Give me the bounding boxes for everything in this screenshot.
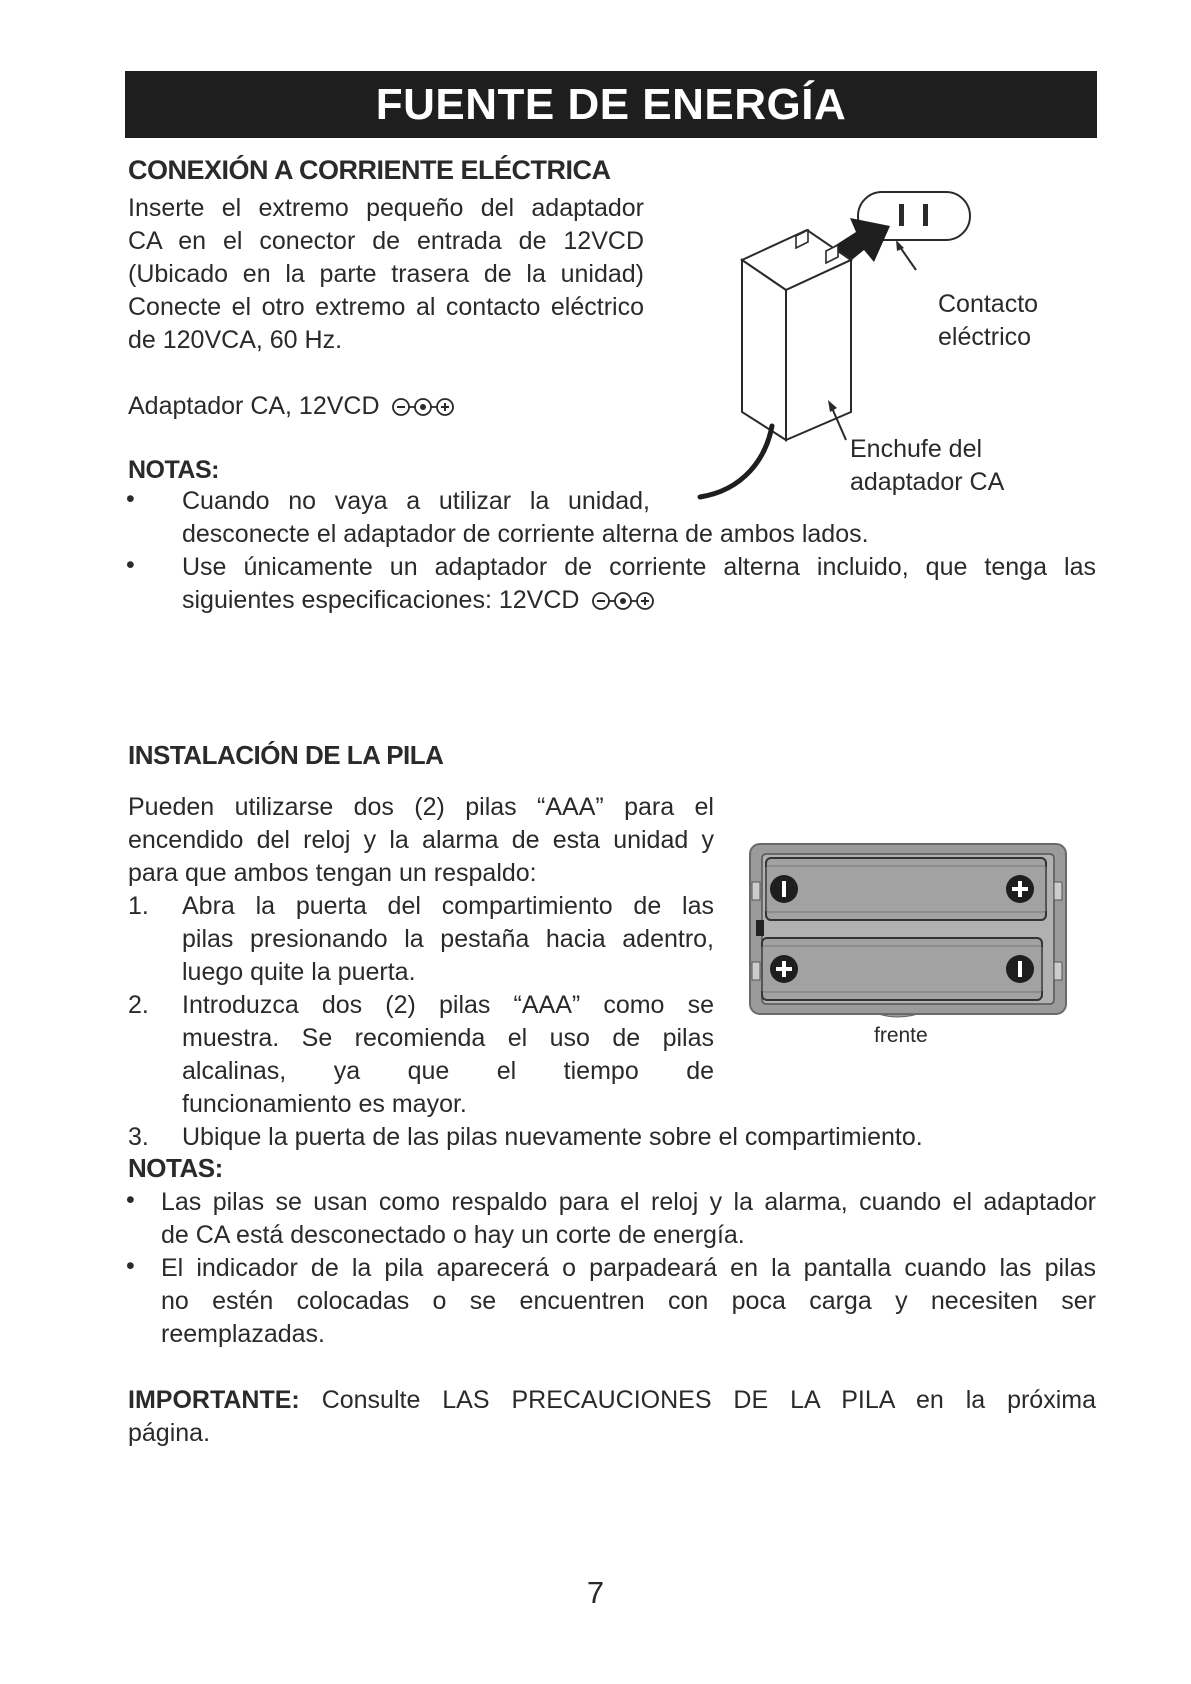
step-line: Ubique la puerta de las pilas nuevamente sobre el compartimiento. [182,1123,923,1151]
step-line: Introduzca dos (2) pilas “AAA” como se [182,991,714,1019]
dc-polarity-icon [592,589,654,613]
page-number: 7 [586,1575,605,1610]
note-line: Las pilas se usan como respaldo para el reloj y la alarma, cuando el adaptador [161,1188,1096,1216]
power-cord-icon [700,426,772,497]
paragraph-line: Conecte el otro extremo al contacto eléctrico [128,293,644,321]
note-line: Cuando no vaya a utilizar la unidad, [182,487,650,515]
section-heading-power: CONEXIÓN A CORRIENTE ELÉCTRICA [128,155,611,185]
label-line: adaptador CA [850,468,1005,496]
battery-aaa-top [766,858,1046,920]
important-line [128,1384,1096,1417]
battery-figure-label: frente [874,1024,928,1047]
notes-title-power: NOTAS: [128,456,219,484]
important-text: Consulte LAS PRECAUCIONES DE LA PILA en la próxima [321,1386,1096,1414]
paragraph-line: Inserte el extremo pequeño del adaptador [128,194,644,222]
bullet: • [126,551,135,579]
note-item [161,1252,1096,1351]
step-line: luego quite la puerta. [182,958,416,986]
adapter-spec-text: Adaptador CA, 12VCD [128,392,380,420]
note-item [182,551,1096,584]
note-line: no estén colocadas o se encuentren con poca carga y necesiten ser [161,1287,1096,1315]
intro-line: Pueden utilizarse dos (2) pilas “AAA” para el [128,793,714,821]
battery-aaa-bottom [762,938,1042,1000]
section-heading-battery: INSTALACIÓN DE LA PILA [128,740,444,770]
bullet: • [126,1252,135,1280]
label-line: Contacto [938,290,1039,318]
paragraph-line: (Ubicado en la parte trasera de la unidad) [128,260,644,288]
step-number: 1. [128,892,149,920]
paragraph-line: CA en el conector de entrada de 12VCD [128,227,644,255]
power-paragraph [128,192,644,357]
step-item [182,989,714,1121]
adapter-spec [128,390,454,423]
important-note [128,1384,1096,1450]
label-line: eléctrico [938,323,1032,351]
battery-intro [128,791,714,890]
notes-title-battery: NOTAS: [128,1153,223,1183]
note-line: Use únicamente un adaptador de corriente alterna incluido, que tenga las [182,553,1096,581]
intro-line: para que ambos tengan un respaldo: [128,859,537,887]
note-item [182,485,650,518]
note-spec-line [182,584,654,617]
outlet-label [938,288,1038,354]
step-number: 2. [128,991,149,1019]
label-line: Enchufe del [850,435,983,463]
paragraph-line: de 120VCA, 60 Hz. [128,326,343,354]
plug-label [850,433,1004,499]
page-title: FUENTE DE ENERGÍA [125,71,1097,138]
step-line: pilas presionando la pestaña hacia adentro, [182,925,714,953]
important-line-2: página. [128,1419,211,1447]
dc-polarity-icon [392,395,454,419]
bullet: • [126,1186,135,1214]
step-number: 3. [128,1123,149,1151]
note-line: reemplazadas. [161,1320,325,1348]
step-line: funcionamiento es mayor. [182,1090,467,1118]
note-item [161,1186,1096,1252]
battery-compartment-illustration [748,842,1074,1018]
step-line: alcalinas, ya que el tiempo de [182,1057,714,1085]
step-item [182,890,714,989]
bullet: • [126,485,135,513]
important-label: IMPORTANTE: [128,1386,300,1414]
note-line: El indicador de la pila aparecerá o parpadeará en la pantalla cuando las pilas [161,1254,1096,1282]
note-line: desconecte el adaptador de corriente alterna de ambos lados. [182,520,869,548]
step-line: Abra la puerta del compartimiento de las [182,892,714,920]
note-line: de CA está desconectado o hay un corte de energía. [161,1221,745,1249]
note-line: siguientes especificaciones: 12VCD [182,586,580,614]
step-line: muestra. Se recomienda el uso de pilas [182,1024,714,1052]
intro-line: encendido del reloj y la alarma de esta unidad y [128,826,714,854]
